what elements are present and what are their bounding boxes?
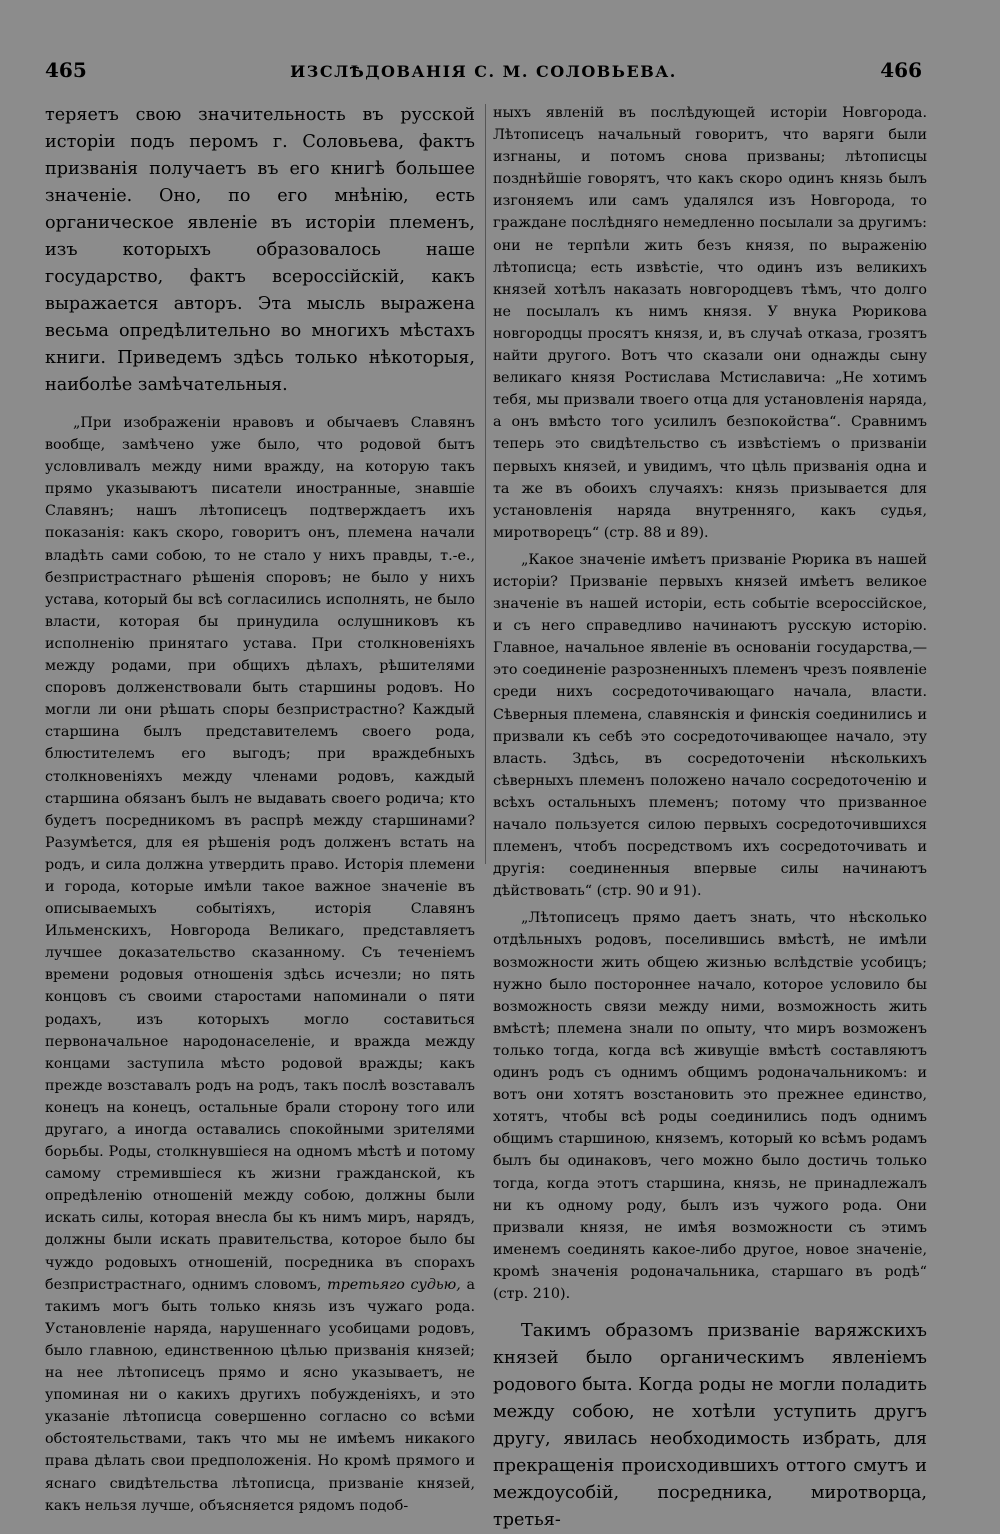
page-header bbox=[45, 58, 922, 88]
quote-text-before: „При изображеніи нравовъ и обычаевъ Славянъ вообще, замѣчено уже было, что родовой бытъ условливалъ между ними вражду, на которую такъ прямо указываютъ писатели иностранные, знавшіе Славянъ; нашъ лѣтописецъ подтверждаетъ ихъ показанія: какъ скоро, говоритъ онъ, племена начали владѣть сами собою, то не стало у нихъ правды, т.-е., безпристрастнаго рѣшенія споровъ; не было у нихъ устава, который бы всѣ согласились исполнять, не было власти, которая бы принудила ослушниковъ къ исполненію принятаго устава. При столкновеніяхъ между родами, при общихъ дѣлахъ, рѣшителями споровъ долженствовали быть старшины родовъ. Но могли ли они рѣшать споры безпристрастно? Каждый старшина былъ представителемъ своего рода, блюстителемъ его выгодъ; при враждебныхъ столкновеніяхъ между членами родовъ, каждый старшина обязанъ былъ не выдавать своего родича; кто будетъ посредникомъ въ распрѣ между старшинами? Разумѣется, для ея рѣшенія родъ долженъ встать на родъ, и сила должна утвердить право. Исторія племени и города, которые имѣли такое важное значеніе въ описываемыхъ событіяхъ, исторія Славянъ Ильменскихъ, Новгорода Великаго, представляетъ лучшее доказательство сказанному. Съ теченіемъ времени родовыя отношенія здѣсь исчезли; но пять концовъ съ своими старостами напоминали о пяти родахъ, изъ которыхъ могло составиться первоначальное народонаселеніе, и вражда между концами заступила мѣсто родовой вражды; какъ прежде возставалъ родъ на родъ, такъ послѣ возставалъ конецъ на конецъ, остальные брали сторону того или другаго, а иногда оставались спокойными зрителями борьбы. Роды, столкнувшіеся на одномъ мѣстѣ и потому самому стремившіеся къ жизни гражданской, къ опредѣленію отношеній между собою, должны были искать силы, которая внесла бы къ нимъ миръ, нарядъ, должны были искать правительства, которое было бы чуждо родовыхъ отношеній, посредника въ спорахъ безпристрастнаго, однимъ словомъ, bbox=[45, 415, 475, 1293]
right-paragraph-4: Такимъ образомъ призваніе варяжскихъ князей было органическимъ явленіемъ родового быта. Когда роды не могли поладить между собою, не хотѣли уступить другъ другу, явилась необходимость избрать, для прекращенія происходившихъ оттого смутъ и междоусобій, посредника, миротворца, третья- bbox=[493, 1321, 927, 1531]
quote-emphasis: третьяго судью, bbox=[327, 1276, 461, 1293]
right-paragraph-2: „Какое значеніе имѣетъ призваніе Рюрика въ нашей исторіи? Призваніе первыхъ князей имѣетъ великое значеніе въ нашей исторіи, есть событіе всероссійское, и съ него справедливо начинаютъ русскую исторію. Главное, начальное явленіе въ основаніи государства,—это соединеніе разрозненныхъ племенъ чрезъ появленіе среди нихъ сосредоточивающаго начала, власти. Сѣверныя племена, славянскія и финскія соединились и призвали къ себѣ это сосредоточивающее начало, эту власть. Здѣсь, въ сосредоточеніи нѣсколькихъ сѣверныхъ племенъ положено начало сосредоточенію и всѣхъ остальныхъ племенъ; потому что призванное начало пользуется силою первыхъ сосредоточившихся племенъ, чтобъ посредствомъ ихъ сосредоточивать и другія: соединенныя впервые силы начинаютъ дѣйствовать“ (стр. 90 и 91). bbox=[493, 551, 927, 900]
left-column bbox=[45, 102, 475, 1514]
right-column bbox=[493, 102, 927, 1531]
right-paragraph-1: ныхъ явленій въ послѣдующей исторіи Новгорода. Лѣтописецъ начальный говоритъ, что варяги были изгнаны, и потомъ снова призваны; лѣтописцы позднѣйшіе говорятъ, что какъ скоро одинъ князь былъ изгоняемъ или самъ удалялся изъ Новгорода, то граждане послѣдняго немедленно посылали за другимъ: они не терпѣли жить безъ князя, по выраженію лѣтописца; есть извѣстіе, что одинъ изъ великихъ князей хотѣлъ наказать новгородцевъ тѣмъ, что долго не посылалъ къ нимъ князя. У внука Рюрикова новгородцы просятъ князя, и, въ случаѣ отказа, грозятъ найти другого. Вотъ что сказали они однажды сыну великаго князя Ростислава Мстиславича: „Не хотимъ тебя, мы призвали твоего отца для установленія наряда, а онъ вмѣсто того усилилъ безпокойства“. Сравнимъ теперь это свидѣтельство съ извѣстіемъ о призваніи первыхъ князей, и увидимъ, что цѣль призванія одна и та же въ обоихъ случаяхъ: князь призывается для установленія наряда внутренняго, какъ судья, миротворецъ“ (стр. 88 и 89). bbox=[493, 105, 927, 541]
right-paragraph-3: „Лѣтописецъ прямо даетъ знать, что нѣсколько отдѣльныхъ родовъ, поселившись вмѣстѣ, не имѣли возможности жить общею жизнью вслѣдствіе усобицъ; нужно было постороннее начало, которое условило бы возможность связи между ними, возможность жить вмѣстѣ; племена знали по опыту, что миръ возможенъ только тогда, когда всѣ живущіе вмѣстѣ составляютъ одинъ родъ съ однимъ общимъ родоначальникомъ: и вотъ они хотятъ возстановить это прежнее единство, хотятъ, чтобы всѣ роды соединились подъ однимъ общимъ старшиною, княземъ, который ко всѣмъ родамъ былъ бы одинаковъ, чего можно было достичь только тогда, когда этотъ старшина, князь, не принадлежалъ ни къ одному роду, былъ изъ чужого рода. Они призвали князя, не имѣя возможности съ этимъ именемъ соединять какое-либо другое, новое значеніе, кромѣ значенія родоначальника, старшаго въ родѣ“ (стр. 210). bbox=[493, 910, 927, 1302]
quote-text-after: а такимъ могъ быть только князь изъ чужаго рода. Установленіе наряда, нарушеннаго усобицами родовъ, было главною, единственною цѣлью призванія князей; на нее лѣтописецъ прямо и ясно указываетъ, не упоминая ни о какихъ другихъ побужденіяхъ, и это указаніе лѣтописца совершенно согласно со всѣми обстоятельствами, такъ что мы не имѣемъ никакого права дѣлать свои предположенія. Но кромѣ прямого и яснаго свидѣтельства лѣтописца, призваніе князей, какъ нельзя лучше, объясняется рядомъ подоб- bbox=[45, 1276, 475, 1514]
left-paragraph-1: теряетъ свою значительность въ русской исторіи подъ перомъ г. Соловьева, фактъ призванія получаетъ въ его книгѣ большее значеніе. Оно, по его мнѣнію, есть органическое явленіе въ исторіи племенъ, изъ которыхъ образовалось наше государство, фактъ всероссійскій, какъ выражается авторъ. Эта мысль выражена весьма опредѣлительно во многихъ мѣстахъ книги. Приведемъ здѣсь только нѣкоторыя, наиболѣе замѣчательныя. bbox=[45, 105, 475, 395]
page-number-right: 466 bbox=[880, 58, 922, 82]
page-number-left: 465 bbox=[45, 58, 87, 82]
left-quote-paragraph bbox=[45, 412, 475, 1517]
running-title: ИЗСЛѢДОВАНІЯ С. М. СОЛОВЬЕВА. bbox=[290, 62, 677, 81]
column-divider bbox=[485, 104, 486, 864]
